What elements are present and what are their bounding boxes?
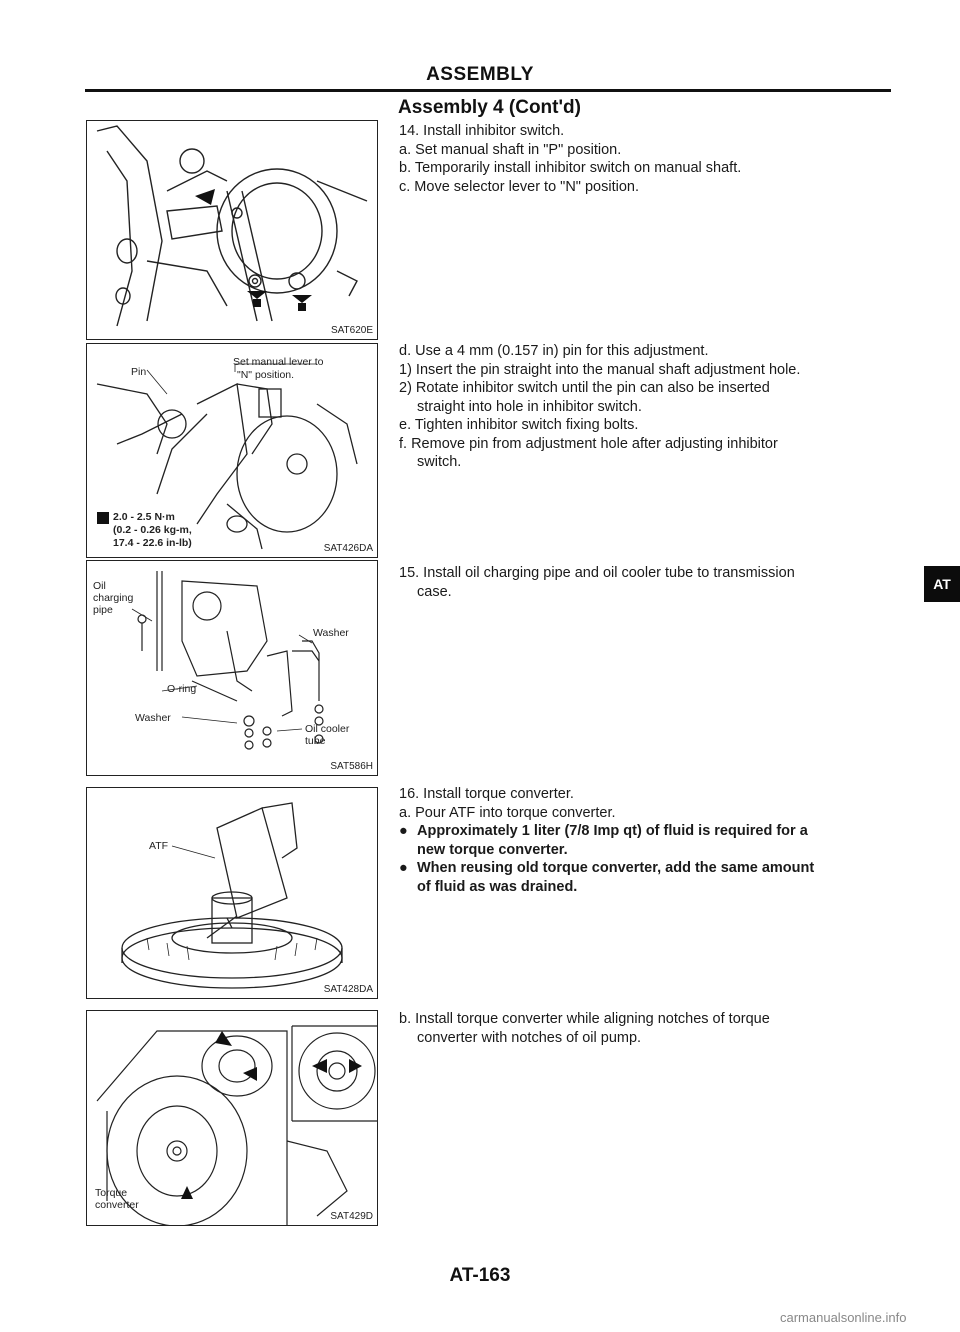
step-16b-line-1: b. Install torque converter while aligning notches of torque (399, 1011, 770, 1027)
step-14-a: a. Set manual shaft in "P" position. (399, 141, 622, 158)
figure-code: SAT428DA (323, 984, 373, 995)
figure-install-converter (86, 1010, 378, 1226)
page-header-title: ASSEMBLY (426, 64, 534, 85)
figure-pour-atf (86, 787, 378, 999)
step-14-note-1: 1) Insert the pin straight into the manual shaft adjustment hole. (399, 361, 801, 378)
step-16-a: a. Pour ATF into torque converter. (399, 804, 616, 821)
torque-spec-kgm: (0.2 - 0.26 kg-m, (113, 524, 192, 536)
callout-pin: Pin (131, 366, 147, 378)
figure-inhibitor-switch-location (86, 120, 378, 340)
bullet-dot-icon: ● (399, 860, 408, 876)
step-14-block (399, 122, 899, 196)
step-16-bullet-1 (399, 822, 899, 841)
step-15-block (399, 564, 899, 601)
pour-atf-illustration (87, 788, 377, 998)
callout-atf: ATF (149, 840, 169, 852)
step-14-b: b. Temporarily install inhibitor switch on manual shaft. (399, 160, 742, 176)
step-14-title: 14. Install inhibitor switch. (399, 123, 565, 139)
step-16-bullet-2-cont: of fluid as was drained. (417, 878, 578, 895)
callout-oil: Oil (93, 580, 106, 592)
step-16-bullet-1-text: Approximately 1 liter (7/8 Imp qt) of fluid is required for a (417, 823, 808, 839)
callout-set-lever: Set manual lever to (233, 356, 324, 368)
figure-oil-pipe (86, 560, 378, 776)
install-converter-illustration (87, 1011, 377, 1225)
torque-spec-inlb: 17.4 - 22.6 in-lb) (113, 537, 192, 549)
step-16-bullet-2-text: When reusing old torque converter, add the same amount (417, 860, 815, 876)
callout-charging: charging (93, 592, 134, 604)
watermark: carmanualsonline.info (780, 1310, 907, 1325)
step-14-d: d. Use a 4 mm (0.157 in) pin for this adjustment. (399, 343, 709, 359)
step-14-note-2a: 2) Rotate inhibitor switch until the pin can also be inserted (399, 380, 770, 396)
step-16-bullet-1-cont: new torque converter. (417, 841, 568, 858)
callout-o-ring: O-ring (167, 683, 197, 695)
torque-spec-nm: 2.0 - 2.5 N·m (113, 511, 175, 523)
step-16-title: 16. Install torque converter. (399, 786, 574, 802)
step-14-adjust-block (399, 342, 899, 472)
step-16-bullet-2 (399, 859, 899, 878)
step-14-f-2: switch. (417, 454, 462, 470)
figure-code: SAT429D (330, 1211, 373, 1222)
callout-converter: converter (95, 1199, 139, 1211)
section-title: Assembly 4 (Cont'd) (398, 97, 581, 118)
figure-pin-adjustment (86, 343, 378, 558)
step-14-c: c. Move selector lever to "N" position. (399, 178, 639, 195)
header-rule (85, 89, 891, 92)
callout-torque: Torque (95, 1187, 128, 1199)
step-14-e: e. Tighten inhibitor switch fixing bolts. (399, 417, 639, 433)
callout-tube: tube (305, 735, 326, 747)
step-15-line-1: 15. Install oil charging pipe and oil cooler tube to transmission (399, 565, 795, 581)
callout-oil-cooler: Oil cooler (305, 723, 350, 735)
bullet-dot-icon: ● (399, 823, 408, 839)
callout-washer-right: Washer (313, 627, 349, 639)
inhibitor-switch-illustration (87, 121, 377, 339)
step-16b-line-2: converter with notches of oil pump. (417, 1029, 642, 1046)
figure-code: SAT620E (330, 325, 373, 336)
step-15-line-2: case. (417, 583, 452, 600)
callout-pipe: pipe (93, 604, 113, 616)
section-tab-at: AT (924, 566, 960, 602)
step-14-note-2b: straight into hole in inhibitor switch. (417, 398, 642, 415)
figure-code: SAT426DA (323, 543, 373, 554)
step-14-f-1: f. Remove pin from adjustment hole after adjusting inhibitor (399, 435, 778, 452)
step-16b-block (399, 1010, 899, 1047)
callout-n-position: "N" position. (237, 369, 295, 381)
step-16-block (399, 785, 899, 896)
page-number: AT-163 (449, 1265, 511, 1286)
callout-washer-left: Washer (135, 712, 171, 724)
figure-code: SAT586H (330, 761, 373, 772)
